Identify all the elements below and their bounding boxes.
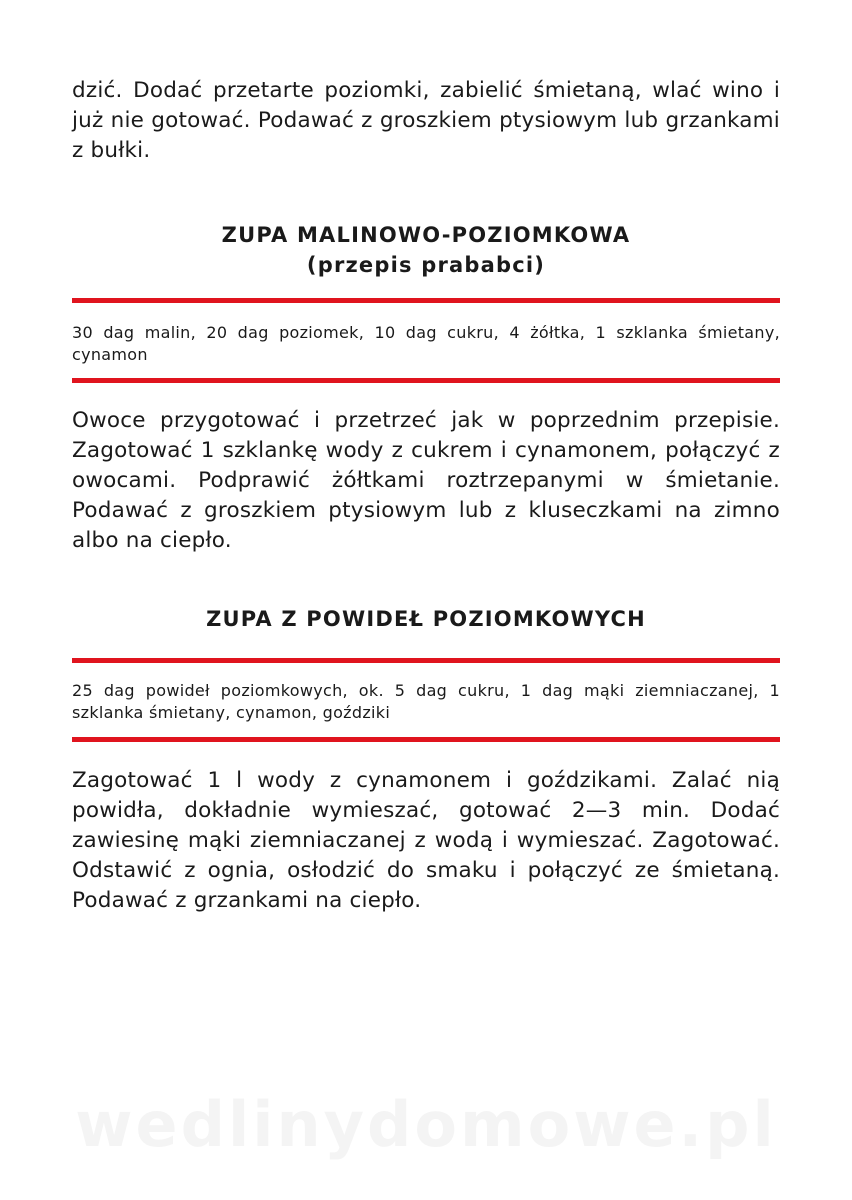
- recipe1-rule-top: [72, 298, 780, 303]
- recipe2-title: ZUPA Z POWIDEŁ POZIOMKOWYCH: [206, 607, 646, 631]
- recipe2-ingredients: 25 dag powideł poziomkowych, ok. 5 dag cukru, 1 dag mąki ziemniaczanej, 1 szklanka śmietany, cynamon, goździki: [72, 681, 780, 722]
- intro-paragraph: dzić. Dodać przetarte poziomki, zabielić śmietaną, wlać wino i już nie gotować. Podawać z groszkiem ptysiowym lub grzankami z bułki.: [72, 78, 780, 163]
- watermark: wedlinydomowe.pl: [75, 1088, 777, 1161]
- recipe1-ingredients: 30 dag malin, 20 dag poziomek, 10 dag cukru, 4 żółtka, 1 szklanka śmietany, cynamon: [72, 323, 780, 364]
- recipe1-instructions: Owoce przygotować i przetrzeć jak w poprzednim przepisie. Zagotować 1 szklankę wody z cukrem i cynamonem, połączyć z owocami. Podprawić żółtkami roztrzepanymi w śmietanie. Podawać z groszkiem ptysiowym lub z kluseczkami na zimno albo na ciepło.: [72, 408, 780, 553]
- recipe1-rule-bottom: [72, 378, 780, 383]
- recipe1-subtitle: (przepis prababci): [306, 253, 546, 277]
- recipe2-rule-top: [72, 658, 780, 663]
- recipe2-rule-bottom: [72, 737, 780, 742]
- recipe2-instructions: Zagotować 1 l wody z cynamonem i goździkami. Zalać nią powidła, dokładnie wymieszać, gotować 2—3 min. Dodać zawiesinę mąki ziemniaczanej z wodą i wymieszać. Zagotować. Odstawić z ognia, osłodzić do smaku i połączyć ze śmietaną. Podawać z grzankami na ciepło.: [72, 768, 780, 913]
- recipe1-title: ZUPA MALINOWO-POZIOMKOWA: [221, 223, 631, 247]
